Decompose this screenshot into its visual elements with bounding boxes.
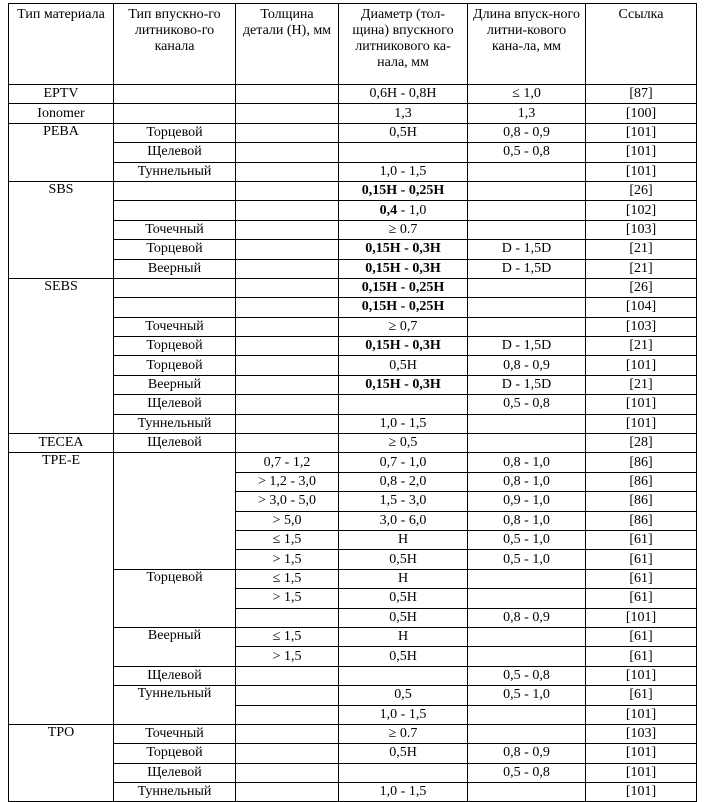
thickness-cell: > 1,5	[236, 589, 339, 608]
length-cell	[468, 162, 586, 181]
gate-type-cell: Точечный	[114, 724, 236, 743]
table-row	[9, 453, 697, 472]
gate-type-cell	[114, 104, 236, 123]
material-cell: TPE-E	[9, 453, 114, 724]
reference-cell: [61]	[586, 627, 697, 646]
diameter-rest-part: - 1,0	[397, 202, 427, 218]
reference-cell: [61]	[586, 686, 697, 705]
diameter-cell: 0,5H	[339, 550, 468, 569]
length-cell: D - 1,5D	[468, 259, 586, 278]
length-cell	[468, 589, 586, 608]
length-cell	[468, 434, 586, 453]
thickness-cell	[236, 278, 339, 297]
length-cell: 0,5 - 0,8	[468, 666, 586, 685]
table-row	[9, 724, 697, 743]
diameter-cell: 0,15H - 0,3H	[339, 240, 468, 259]
thickness-cell	[236, 85, 339, 104]
thickness-cell: > 3,0 - 5,0	[236, 492, 339, 511]
thickness-cell	[236, 356, 339, 375]
length-cell	[468, 201, 586, 220]
diameter-cell: H	[339, 530, 468, 549]
length-cell: 0,5 - 1,0	[468, 686, 586, 705]
diameter-cell: 1,0 - 1,5	[339, 705, 468, 724]
reference-cell: [61]	[586, 589, 697, 608]
length-cell	[468, 627, 586, 646]
diameter-cell: 0,5H	[339, 608, 468, 627]
table-row	[9, 104, 697, 123]
length-cell	[468, 220, 586, 239]
gate-type-cell: Торцевой	[114, 337, 236, 356]
reference-cell: [101]	[586, 608, 697, 627]
reference-cell: [61]	[586, 550, 697, 569]
length-cell	[468, 317, 586, 336]
gate-type-cell: Торцевой	[114, 744, 236, 763]
header-material-type: Тип материала	[9, 4, 114, 85]
gate-type-cell	[114, 85, 236, 104]
thickness-cell: > 1,5	[236, 550, 339, 569]
diameter-cell	[339, 143, 468, 162]
length-cell: D - 1,5D	[468, 375, 586, 394]
header-part-thickness: Толщина детали (H), мм	[236, 4, 339, 85]
length-cell: 0,9 - 1,0	[468, 492, 586, 511]
table-row	[9, 434, 697, 453]
reference-cell: [101]	[586, 666, 697, 685]
gate-type-cell	[114, 181, 236, 200]
reference-cell: [61]	[586, 530, 697, 549]
table-row	[9, 123, 697, 142]
length-cell	[468, 414, 586, 433]
gate-type-cell: Щелевой	[114, 434, 236, 453]
diameter-cell: 3,0 - 6,0	[339, 511, 468, 530]
length-cell: 0,8 - 1,0	[468, 511, 586, 530]
thickness-cell	[236, 783, 339, 802]
gate-type-cell: Щелевой	[114, 666, 236, 685]
diameter-cell: 0,5H	[339, 744, 468, 763]
gate-type-cell	[114, 453, 236, 569]
thickness-cell	[236, 143, 339, 162]
diameter-cell: 0,7 - 1,0	[339, 453, 468, 472]
diameter-cell: 1,0 - 1,5	[339, 162, 468, 181]
diameter-cell: 1,0 - 1,5	[339, 783, 468, 802]
reference-cell: [101]	[586, 705, 697, 724]
thickness-cell	[236, 123, 339, 142]
length-cell	[468, 298, 586, 317]
gate-type-cell: Веерный	[114, 627, 236, 666]
reference-cell: [101]	[586, 162, 697, 181]
diameter-cell: 0,15H - 0,3H	[339, 375, 468, 394]
gate-parameters-table	[8, 3, 697, 802]
reference-cell: [102]	[586, 201, 697, 220]
gate-type-cell: Туннельный	[114, 162, 236, 181]
material-cell: Ionomer	[9, 104, 114, 123]
thickness-cell	[236, 395, 339, 414]
table-row	[9, 278, 697, 297]
diameter-cell: 0,5	[339, 686, 468, 705]
length-cell: 0,5 - 1,0	[468, 530, 586, 549]
diameter-cell: 0,8 - 2,0	[339, 472, 468, 491]
length-cell	[468, 278, 586, 297]
diameter-cell: ≥ 0,5	[339, 434, 468, 453]
gate-type-cell	[114, 201, 236, 220]
length-cell: D - 1,5D	[468, 240, 586, 259]
thickness-cell	[236, 763, 339, 782]
thickness-cell: ≤ 1,5	[236, 530, 339, 549]
reference-cell: [86]	[586, 492, 697, 511]
thickness-cell	[236, 434, 339, 453]
material-cell: SBS	[9, 181, 114, 278]
diameter-cell: ≥ 0,7	[339, 317, 468, 336]
reference-cell: [101]	[586, 783, 697, 802]
thickness-cell	[236, 375, 339, 394]
length-cell: 0,8 - 0,9	[468, 123, 586, 142]
length-cell: 0,8 - 1,0	[468, 453, 586, 472]
thickness-cell	[236, 298, 339, 317]
reference-cell: [101]	[586, 143, 697, 162]
thickness-cell	[236, 724, 339, 743]
gate-type-cell: Точечный	[114, 317, 236, 336]
length-cell: 0,5 - 0,8	[468, 395, 586, 414]
diameter-cell: 0,5H	[339, 647, 468, 666]
reference-cell: [100]	[586, 104, 697, 123]
diameter-cell: ≥ 0.7	[339, 724, 468, 743]
thickness-cell	[236, 181, 339, 200]
gate-type-cell	[114, 298, 236, 317]
thickness-cell	[236, 744, 339, 763]
diameter-cell: 0,5H	[339, 356, 468, 375]
material-cell: PEBA	[9, 123, 114, 181]
thickness-cell: > 1,5	[236, 647, 339, 666]
diameter-cell: 0,15H - 0,25H	[339, 278, 468, 297]
thickness-cell	[236, 608, 339, 627]
reference-cell: [101]	[586, 356, 697, 375]
diameter-cell: H	[339, 569, 468, 588]
material-cell: EPTV	[9, 85, 114, 104]
diameter-cell	[339, 201, 468, 220]
header-reference: Ссылка	[586, 4, 697, 85]
diameter-cell: 1,5 - 3,0	[339, 492, 468, 511]
thickness-cell: ≤ 1,5	[236, 569, 339, 588]
diameter-cell: 0,5H	[339, 123, 468, 142]
length-cell: 0,5 - 0,8	[468, 143, 586, 162]
gate-type-cell: Торцевой	[114, 356, 236, 375]
reference-cell: [103]	[586, 220, 697, 239]
thickness-cell	[236, 259, 339, 278]
gate-type-cell: Туннельный	[114, 686, 236, 725]
reference-cell: [101]	[586, 123, 697, 142]
gate-type-cell: Щелевой	[114, 143, 236, 162]
table-row	[9, 181, 697, 200]
gate-type-cell: Туннельный	[114, 414, 236, 433]
length-cell	[468, 783, 586, 802]
thickness-cell: > 1,2 - 3,0	[236, 472, 339, 491]
length-cell: ≤ 1,0	[468, 85, 586, 104]
thickness-cell: ≤ 1,5	[236, 627, 339, 646]
gate-type-cell: Щелевой	[114, 763, 236, 782]
gate-type-cell: Веерный	[114, 259, 236, 278]
material-cell: TPO	[9, 724, 114, 802]
reference-cell: [21]	[586, 259, 697, 278]
reference-cell: [87]	[586, 85, 697, 104]
thickness-cell	[236, 414, 339, 433]
diameter-cell: 1,3	[339, 104, 468, 123]
reference-cell: [86]	[586, 472, 697, 491]
length-cell	[468, 569, 586, 588]
diameter-cell: ≥ 0.7	[339, 220, 468, 239]
thickness-cell	[236, 240, 339, 259]
reference-cell: [104]	[586, 298, 697, 317]
diameter-cell: 0,15H - 0,25H	[339, 298, 468, 317]
material-cell: SEBS	[9, 278, 114, 433]
reference-cell: [103]	[586, 317, 697, 336]
reference-cell: [101]	[586, 763, 697, 782]
thickness-cell	[236, 337, 339, 356]
diameter-bold-part: 0,4	[379, 202, 398, 218]
reference-cell: [28]	[586, 434, 697, 453]
length-cell	[468, 705, 586, 724]
gate-type-cell: Торцевой	[114, 123, 236, 142]
length-cell: 0,8 - 1,0	[468, 472, 586, 491]
reference-cell: [101]	[586, 395, 697, 414]
reference-cell: [101]	[586, 414, 697, 433]
thickness-cell	[236, 705, 339, 724]
thickness-cell	[236, 220, 339, 239]
gate-type-cell: Веерный	[114, 375, 236, 394]
length-cell: 1,3	[468, 104, 586, 123]
diameter-cell: 1,0 - 1,5	[339, 414, 468, 433]
gate-type-cell: Торцевой	[114, 240, 236, 259]
reference-cell: [86]	[586, 453, 697, 472]
diameter-cell: 0,15H - 0,3H	[339, 337, 468, 356]
reference-cell: [21]	[586, 375, 697, 394]
header-gate-type: Тип впускно-го литниково-го канала	[114, 4, 236, 85]
reference-cell: [26]	[586, 278, 697, 297]
reference-cell: [103]	[586, 724, 697, 743]
length-cell: 0,5 - 1,0	[468, 550, 586, 569]
thickness-cell	[236, 104, 339, 123]
length-cell: 0,8 - 0,9	[468, 356, 586, 375]
diameter-cell: 0,5H	[339, 589, 468, 608]
diameter-cell: 0,6H - 0,8H	[339, 85, 468, 104]
thickness-cell	[236, 666, 339, 685]
diameter-cell: 0,15H - 0,3H	[339, 259, 468, 278]
thickness-cell: 0,7 - 1,2	[236, 453, 339, 472]
length-cell: 0,8 - 0,9	[468, 744, 586, 763]
diameter-cell	[339, 666, 468, 685]
gate-type-cell	[114, 278, 236, 297]
header-gate-length: Длина впуск-ного литни-кового кана-ла, мм	[468, 4, 586, 85]
gate-type-cell: Торцевой	[114, 569, 236, 627]
gate-type-cell: Точечный	[114, 220, 236, 239]
reference-cell: [86]	[586, 511, 697, 530]
length-cell	[468, 724, 586, 743]
length-cell	[468, 181, 586, 200]
reference-cell: [61]	[586, 647, 697, 666]
material-cell: TECEA	[9, 434, 114, 453]
reference-cell: [21]	[586, 337, 697, 356]
thickness-cell	[236, 317, 339, 336]
table-header-row	[9, 4, 697, 85]
diameter-cell: H	[339, 627, 468, 646]
reference-cell: [26]	[586, 181, 697, 200]
length-cell: 0,8 - 0,9	[468, 608, 586, 627]
diameter-cell	[339, 395, 468, 414]
thickness-cell: > 5,0	[236, 511, 339, 530]
length-cell: D - 1,5D	[468, 337, 586, 356]
thickness-cell	[236, 686, 339, 705]
table-row	[9, 85, 697, 104]
reference-cell: [61]	[586, 569, 697, 588]
reference-cell: [21]	[586, 240, 697, 259]
diameter-cell: 0,15H - 0,25H	[339, 181, 468, 200]
length-cell: 0,5 - 0,8	[468, 763, 586, 782]
thickness-cell	[236, 201, 339, 220]
thickness-cell	[236, 162, 339, 181]
header-gate-diameter: Диаметр (тол-щина) впускного литникового ка-нала, мм	[339, 4, 468, 85]
gate-type-cell: Щелевой	[114, 395, 236, 414]
length-cell	[468, 647, 586, 666]
diameter-cell	[339, 763, 468, 782]
gate-type-cell: Туннельный	[114, 783, 236, 802]
reference-cell: [101]	[586, 744, 697, 763]
